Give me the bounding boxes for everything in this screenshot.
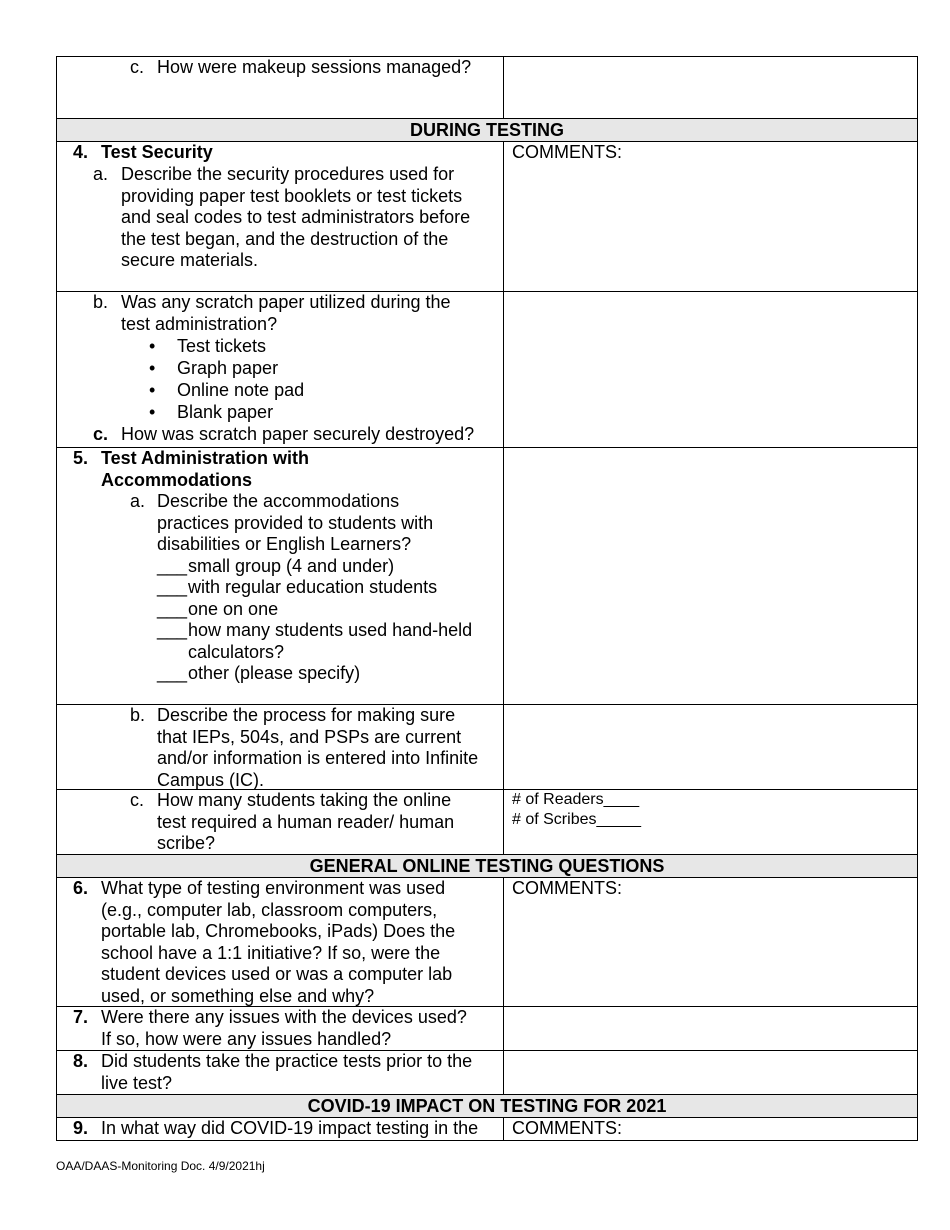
- question-text: In what way did COVID-19 impact testing in the: [101, 1118, 479, 1138]
- question-number: 6.: [73, 878, 89, 898]
- question-text: (e.g., computer lab, classroom computers,: [101, 899, 438, 920]
- item-label: b.: [93, 292, 109, 312]
- question-text: live test?: [101, 1072, 173, 1093]
- comment-cell: [504, 705, 918, 790]
- question-text: disabilities or English Learners?: [157, 534, 412, 554]
- question-text: Campus (IC).: [157, 769, 265, 790]
- question-cell: [57, 448, 504, 705]
- question-text: that IEPs, 504s, and PSPs are current: [157, 726, 462, 747]
- question-number: 4.: [73, 142, 89, 162]
- question-cell: [57, 878, 504, 1007]
- question-text: How many students taking the online: [157, 790, 452, 810]
- question-text: Describe the process for making sure: [157, 705, 456, 725]
- comments-label: COMMENTS:: [512, 142, 622, 162]
- comments-label: COMMENTS:: [512, 1118, 622, 1138]
- question-text: and/or information is entered into Infinite: [157, 748, 479, 768]
- comment-cell: [504, 1051, 918, 1095]
- question-text: Did students take the practice tests prior to the: [101, 1051, 473, 1071]
- question-text: used, or something else and why?: [101, 985, 375, 1006]
- blank-line: ___: [157, 577, 188, 597]
- comment-cell: [504, 292, 918, 448]
- question-text: scribe?: [157, 833, 216, 853]
- comment-cell: [504, 878, 918, 1007]
- option-text: how many students used hand-held: [188, 620, 473, 640]
- list-item: Online note pad: [177, 380, 305, 400]
- item-label: c.: [130, 790, 145, 810]
- question-cell: [57, 292, 504, 448]
- option-text: other (please specify): [188, 663, 361, 683]
- question-text: How were makeup sessions managed?: [157, 57, 472, 77]
- section-during-testing: DURING TESTING: [57, 119, 918, 142]
- table-row: [57, 292, 918, 448]
- section-header-row: [57, 119, 918, 142]
- question-cell: [57, 57, 504, 119]
- blank-line: ___: [157, 620, 188, 640]
- question-cell: [57, 1007, 504, 1051]
- table-row: [57, 878, 918, 1007]
- blank-line: ___: [157, 663, 188, 683]
- item-label: a.: [93, 164, 109, 184]
- table-row: [57, 790, 918, 855]
- question-cell: [57, 142, 504, 292]
- question-cell: [57, 1051, 504, 1095]
- question-text: the test began, and the destruction of the: [121, 228, 449, 249]
- table-row: [57, 1118, 918, 1141]
- bullet-icon: •: [149, 402, 156, 422]
- question-text: portable lab, Chromebooks, iPads) Does the: [101, 921, 456, 941]
- table-row: [57, 1051, 918, 1095]
- question-text: and seal codes to test administrators before: [121, 207, 471, 227]
- comment-cell: [504, 142, 918, 292]
- table-row: [57, 448, 918, 705]
- question-title: Test Administration with: [101, 448, 310, 468]
- item-label: b.: [130, 705, 146, 725]
- question-text: practices provided to students with: [157, 512, 434, 533]
- item-label: c.: [130, 57, 145, 77]
- question-text: student devices used or was a computer lab: [101, 964, 453, 984]
- question-text: test administration?: [121, 314, 278, 334]
- section-header-row: [57, 855, 918, 878]
- question-text: Describe the accommodations: [157, 491, 400, 511]
- table-row: [57, 705, 918, 790]
- bullet-icon: •: [149, 380, 156, 400]
- readers-count-line: # of Readers____: [512, 791, 640, 808]
- comment-cell: [504, 790, 918, 855]
- question-text: test required a human reader/ human: [157, 811, 455, 832]
- section-covid-impact: COVID-19 IMPACT ON TESTING FOR 2021: [57, 1095, 918, 1118]
- comments-label: COMMENTS:: [512, 878, 622, 898]
- bullet-icon: •: [149, 336, 156, 356]
- option-text: one on one: [188, 598, 279, 619]
- question-title: Accommodations: [101, 469, 253, 490]
- document-footer: OAA/DAAS-Monitoring Doc. 4/9/2021hj: [56, 1159, 265, 1173]
- section-header-row: [57, 1095, 918, 1118]
- question-text: Was any scratch paper utilized during the: [121, 292, 451, 312]
- question-title: Test Security: [101, 142, 213, 162]
- list-item: Test tickets: [177, 336, 267, 356]
- question-number: 9.: [73, 1118, 89, 1138]
- question-cell: [57, 1118, 504, 1141]
- list-item: Graph paper: [177, 358, 279, 378]
- question-text: school have a 1:1 initiative? If so, were the: [101, 942, 441, 963]
- table-row: [57, 142, 918, 292]
- question-text: Describe the security procedures used for: [121, 164, 455, 184]
- comment-cell: [504, 1118, 918, 1141]
- question-cell: [57, 790, 504, 855]
- option-text: calculators?: [188, 641, 285, 662]
- section-general-online-testing: GENERAL ONLINE TESTING QUESTIONS: [57, 855, 918, 878]
- comment-cell: [504, 1007, 918, 1051]
- item-label: a.: [130, 491, 146, 511]
- question-text: How was scratch paper securely destroyed?: [121, 424, 475, 444]
- list-item: Blank paper: [177, 402, 274, 422]
- blank-line: ___: [157, 598, 188, 619]
- comment-cell: [504, 57, 918, 119]
- item-label: c.: [93, 424, 109, 444]
- table-row: [57, 57, 918, 119]
- question-number: 8.: [73, 1051, 89, 1071]
- question-text: If so, how were any issues handled?: [101, 1028, 392, 1049]
- option-text: with regular education students: [188, 577, 438, 597]
- monitoring-form-table: [56, 56, 918, 1141]
- question-text: What type of testing environment was used: [101, 878, 446, 898]
- blank-line: ___: [157, 555, 188, 576]
- question-cell: [57, 705, 504, 790]
- question-number: 7.: [73, 1007, 89, 1027]
- table-row: [57, 1007, 918, 1051]
- question-text: Were there any issues with the devices used?: [101, 1007, 467, 1027]
- question-number: 5.: [73, 448, 89, 468]
- scribes-count-line: # of Scribes_____: [512, 811, 641, 828]
- question-text: providing paper test booklets or test tickets: [121, 185, 463, 206]
- option-text: small group (4 and under): [188, 555, 395, 576]
- comment-cell: [504, 448, 918, 705]
- bullet-icon: •: [149, 358, 156, 378]
- question-text: secure materials.: [121, 250, 259, 270]
